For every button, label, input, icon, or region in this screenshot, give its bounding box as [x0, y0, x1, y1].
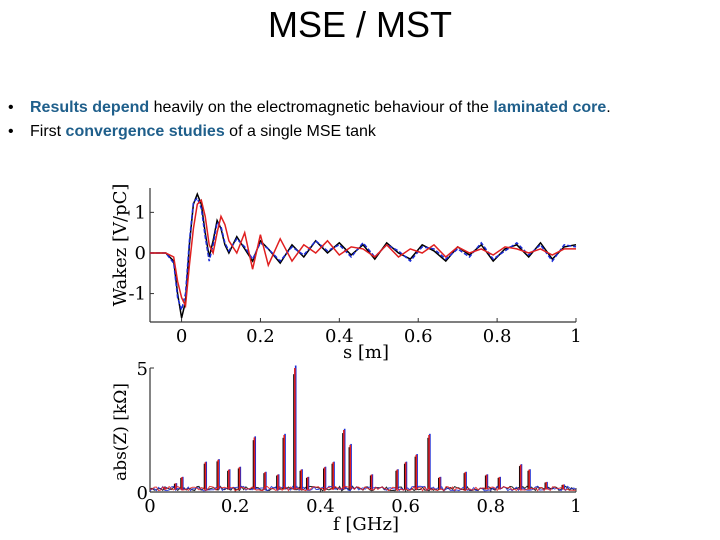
bullet-dot-icon: •: [8, 123, 14, 140]
x-tick-label: 0.8: [482, 326, 512, 347]
bullet-text-part: convergence studies: [65, 123, 225, 140]
x-axis-label: f [GHz]: [333, 514, 399, 535]
x-tick-label: 0.6: [391, 496, 420, 517]
x-tick-label: 0: [175, 326, 188, 347]
y-axis-label: abs(Z) [kΩ]: [111, 383, 131, 481]
wake-series-line: [150, 198, 576, 310]
x-tick-label: 0.4: [306, 496, 335, 517]
x-tick-label: 1: [570, 496, 582, 517]
bullet-text-part: of a single MSE tank: [224, 123, 376, 140]
y-axis-label: Wakez [V/pC]: [110, 183, 131, 307]
y-tick-label: 1: [134, 202, 146, 224]
bullet-text-part: heavily on the electromagnetic behaviour of the: [149, 99, 494, 116]
y-tick-label: 5: [136, 359, 148, 380]
x-tick-label: 0.6: [403, 326, 433, 347]
x-tick-label: 0: [144, 496, 156, 517]
wake-series-line: [150, 200, 576, 306]
wake-series-line: [150, 194, 576, 318]
bullet-text-part: laminated core: [493, 99, 607, 116]
x-axis-label: s [m]: [342, 342, 390, 363]
bullet-dot-icon: •: [8, 99, 14, 116]
x-tick-label: 0.4: [325, 326, 354, 347]
x-tick-label: 0.2: [220, 496, 250, 517]
bullet-text-part: .: [606, 99, 611, 116]
y-tick-label: 0: [134, 242, 146, 264]
y-tick-label: 0: [136, 483, 148, 504]
bullet-text-part: First: [30, 123, 66, 140]
bullet-text-part: Results depend: [30, 99, 150, 116]
x-tick-label: 0.8: [476, 496, 506, 517]
x-tick-label: 1: [570, 326, 582, 347]
y-tick-label: -1: [128, 283, 146, 305]
x-tick-label: 0.2: [246, 326, 275, 347]
slide-title: MSE / MST: [267, 4, 452, 45]
